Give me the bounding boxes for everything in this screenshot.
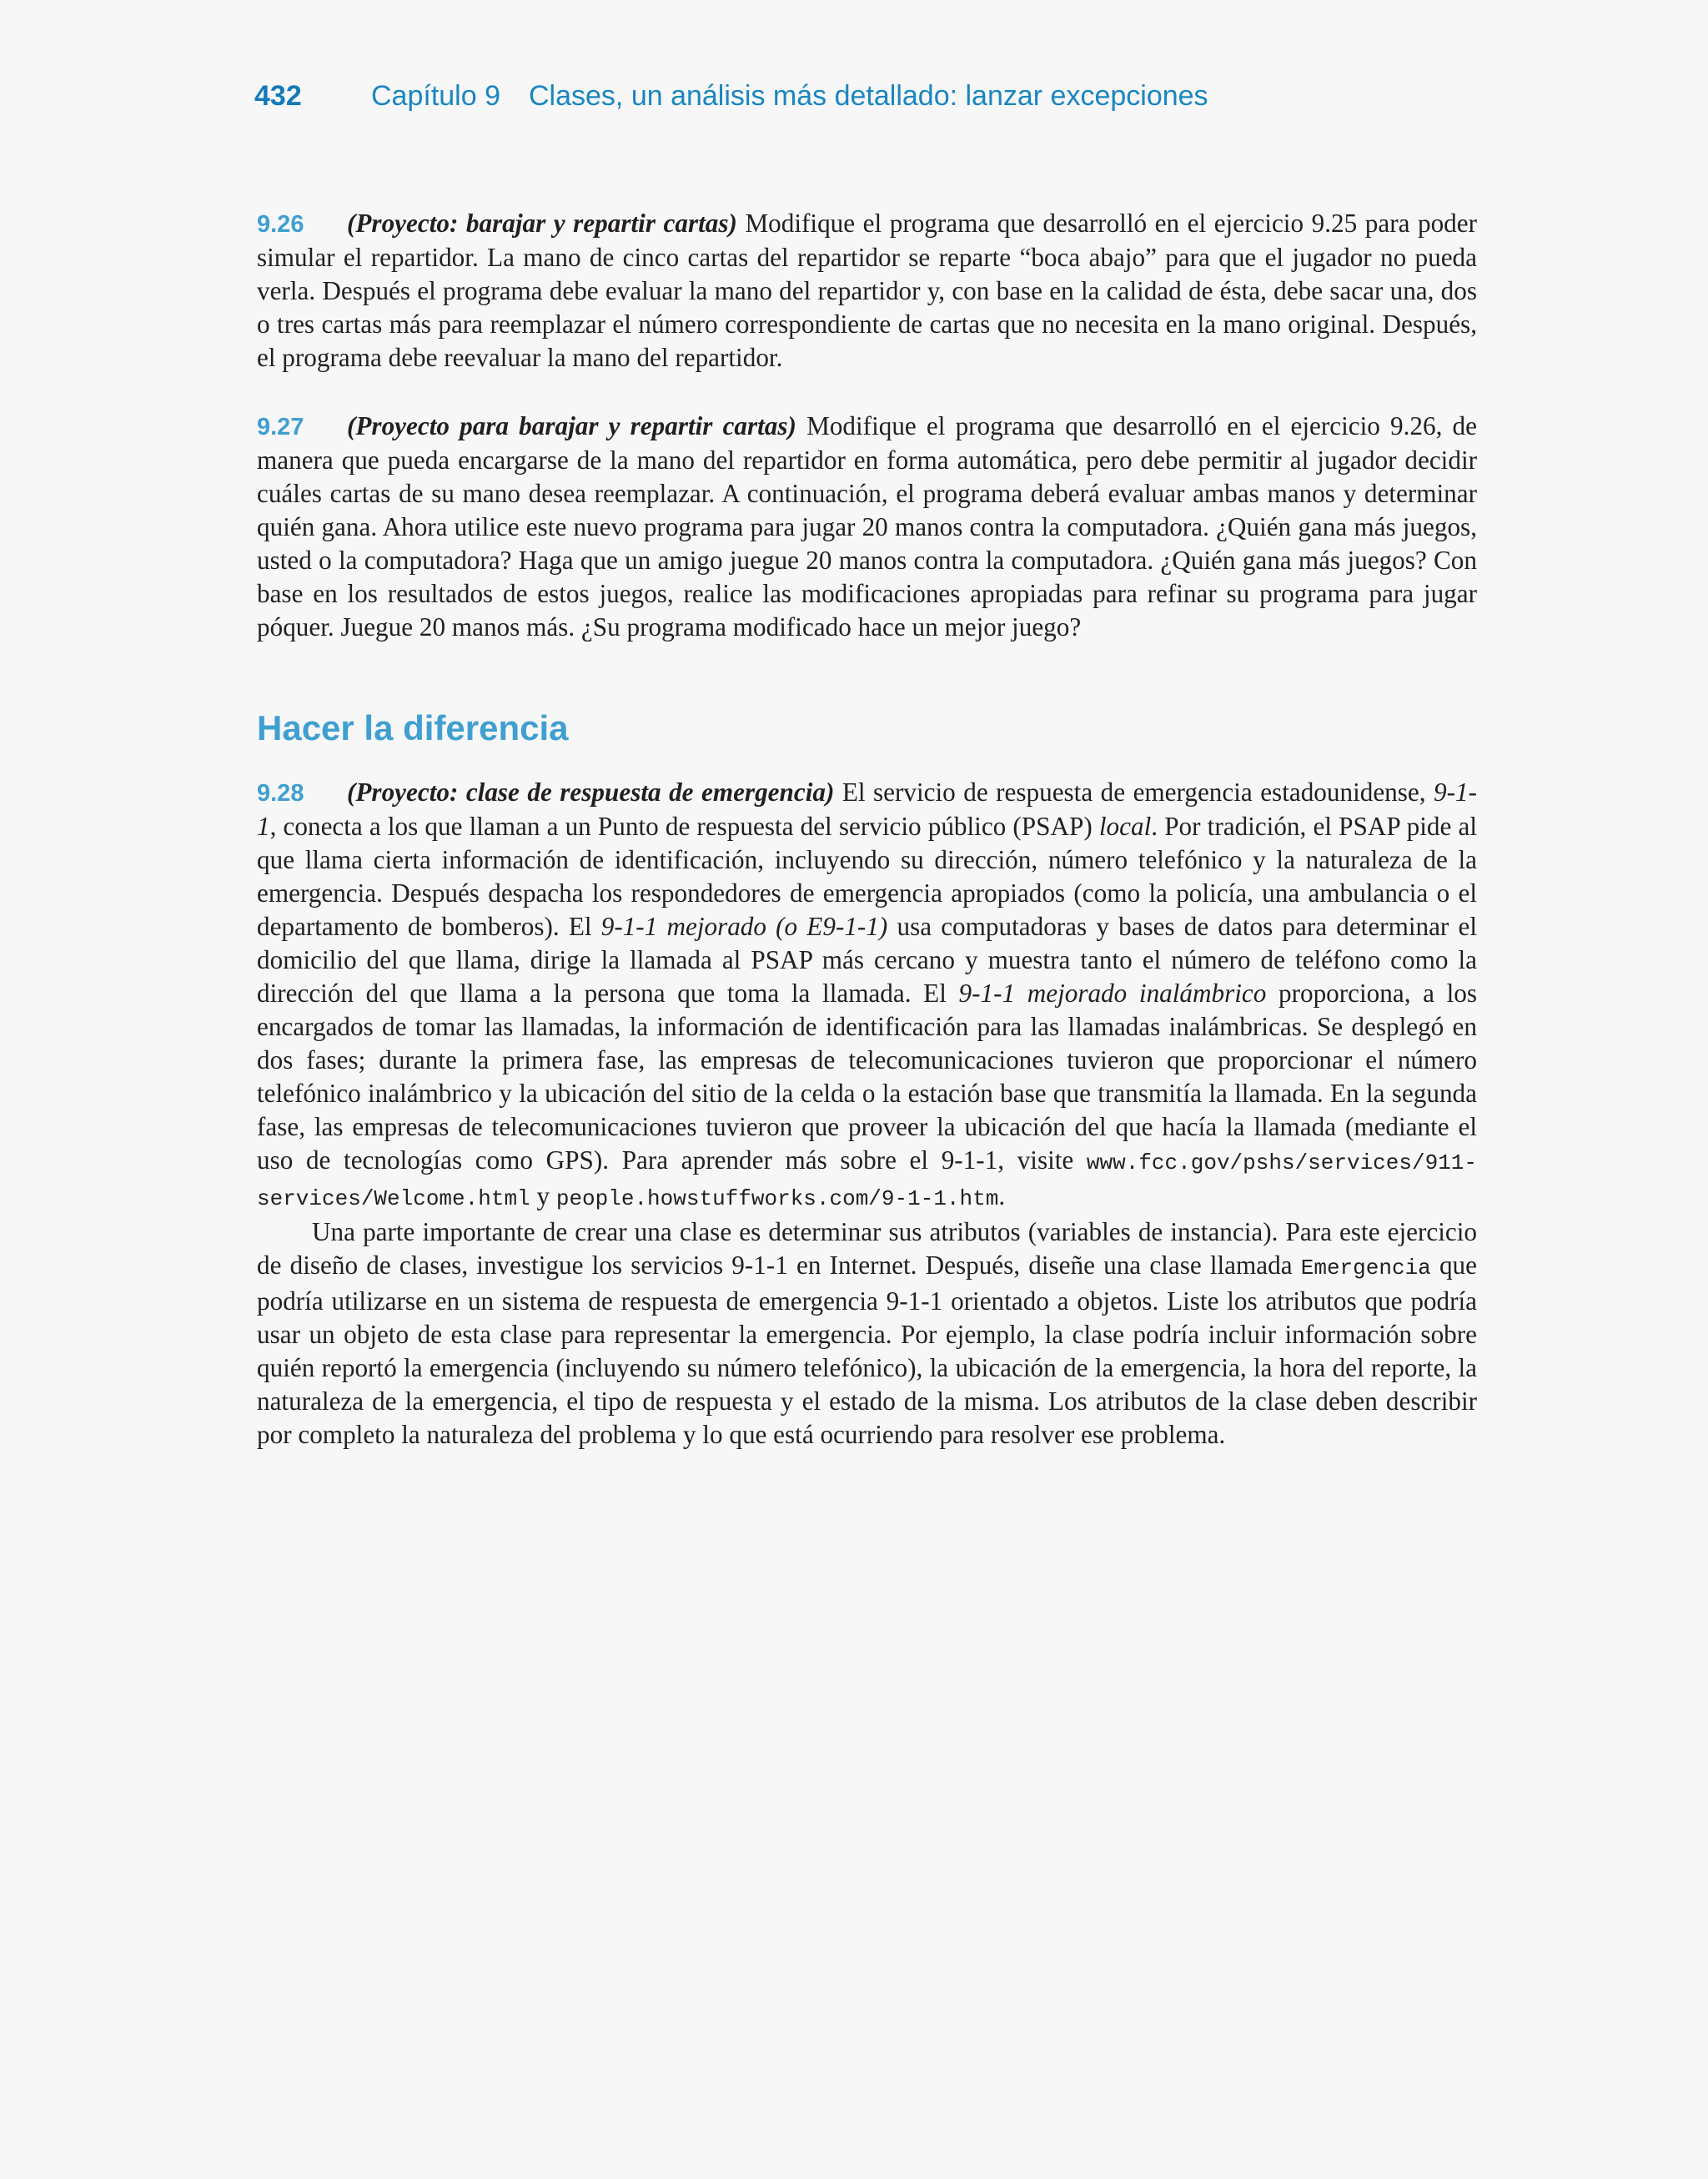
text-run: . Por tradición, el PSAP pide al que llama cierta información de identificación, incluyendo su dirección, número telefónico y la naturaleza de la emergencia. Después despacha los respondedores de emergencia apropiados (como la policía, una ambulancia o el departamento de bomberos). El — [257, 812, 1477, 941]
text-run: , conecta a los que llaman a un Punto de respuesta del servicio público (PSAP) — [269, 812, 1099, 841]
emphasis-e911: 9-1-1 mejorado (o E9-1-1) — [600, 912, 888, 941]
exercise-number: 9.27 — [257, 414, 304, 440]
text-run: y — [530, 1181, 556, 1210]
text-run: que podría utilizarse en un sistema de respuesta de emergencia 9-1-1 orientado a objetos. Liste los atributos que podría usar un objeto de esta clase para representar la emergencia. Por ejemplo, la clase podría incluir información sobre quién reportó la emergencia (incluyendo su número telefónico), la ubicación de la emergencia, la hora del reporte, la naturaleza de la emergencia, el tipo de respuesta y el estado de la misma. Los atributos de la clase deben describir por completo la naturaleza del problema y lo que está ocurriendo para resolver ese problema. — [257, 1251, 1477, 1449]
class-name-code: Emergencia — [1300, 1256, 1431, 1281]
emphasis-wireless-911: 9-1-1 mejorado inalámbrico — [958, 979, 1267, 1008]
exercise-number: 9.26 — [257, 211, 304, 238]
exercise-text: Modifique el programa que desarrolló en el ejercicio 9.26, de manera que pueda encargarse de la mano del repartidor en forma automática, pero debe permitir al jugador decidir cuáles cartas de su mano desea reemplazar. A continuación, el programa deberá evaluar ambas manos y determinar quién gana. Ahora utilice este nuevo programa para jugar 20 manos contra la computadora. ¿Quién gana más juegos, usted o la computadora? Haga que un amigo juegue 20 manos contra la computadora. ¿Quién gana más juegos? Con base en los resultados de estos juegos, realice las modificaciones apropiadas para refinar su programa para jugar póquer. Juegue 20 manos más. ¿Su programa modificado hace un mejor juego? — [257, 411, 1477, 642]
exercise-title: (Proyecto: barajar y repartir cartas) — [347, 209, 737, 238]
exercise-9-28-paragraph-2 — [257, 1215, 1477, 1452]
url-howstuffworks: people.howstuffworks.com/9-1-1.htm — [555, 1186, 999, 1211]
text-run: usa computadoras y bases de datos para determinar el domicilio del que llama, dirige la llamada al PSAP más cercano y muestra tanto el número de teléfono como la dirección del que llama a la persona que toma la llamada. El — [257, 912, 1477, 1008]
text-run: Una parte importante de crear una clase es determinar sus atributos (variables de instancia). Para este ejercicio de diseño de clases, investigue los servicios 9-1-1 en Internet. Después, diseñe una clase llamada — [257, 1217, 1477, 1280]
exercise-title: (Proyecto: clase de respuesta de emergencia) — [347, 777, 835, 807]
text-run: . — [998, 1181, 1006, 1210]
text-run: proporciona, a los encargados de tomar las llamadas, la información de identificación para las llamadas inalámbricas. Se desplegó en dos fases; durante la primera fase, las empresas de telecomunicaciones tuvieron que proporcionar el número telefónico inalámbrico y la ubicación del sitio de la celda o la estación base que transmitía la llamada. En la segunda fase, las empresas de telecomunicaciones tuvieron que proveer la ubicación del que hacía la llamada (mediante el uso de tecnologías como GPS). Para aprender más sobre el 9-1-1, visite — [257, 979, 1478, 1175]
emphasis-local: local — [1098, 812, 1152, 841]
exercise-title: (Proyecto para barajar y repartir cartas) — [347, 411, 796, 440]
page-body — [257, 207, 1477, 1487]
exercise-9-26 — [257, 207, 1477, 375]
url-fcc: www.fcc.gov/pshs/services/911-services/Welcome.html — [257, 1150, 1477, 1211]
exercise-number: 9.28 — [257, 780, 304, 807]
chapter-title: Clases, un análisis más detallado: lanzar excepciones — [529, 80, 1208, 112]
section-heading: Hacer la diferencia — [257, 708, 569, 747]
page-number: 432 — [254, 80, 302, 112]
exercise-9-28 — [257, 776, 1477, 1215]
exercise-9-27 — [257, 410, 1477, 644]
emphasis-911: 9-1-1 — [257, 777, 1477, 841]
exercise-text: Modifique el programa que desarrolló en el ejercicio 9.25 para poder simular el repartidor. La mano de cinco cartas del repartidor se reparte “boca abajo” para que el jugador no pueda verla. Después el programa debe evaluar la mano del repartidor y, con base en la calidad de ésta, debe sacar una, dos o tres cartas más para reemplazar el número correspondiente de cartas que no necesita en la mano original. Después, el programa debe reevaluar la mano del repartidor. — [257, 209, 1477, 372]
text-run: El servicio de respuesta de emergencia estadounidense, — [841, 777, 1434, 807]
chapter-label: Capítulo 9 — [371, 80, 500, 112]
running-head — [254, 80, 1208, 113]
